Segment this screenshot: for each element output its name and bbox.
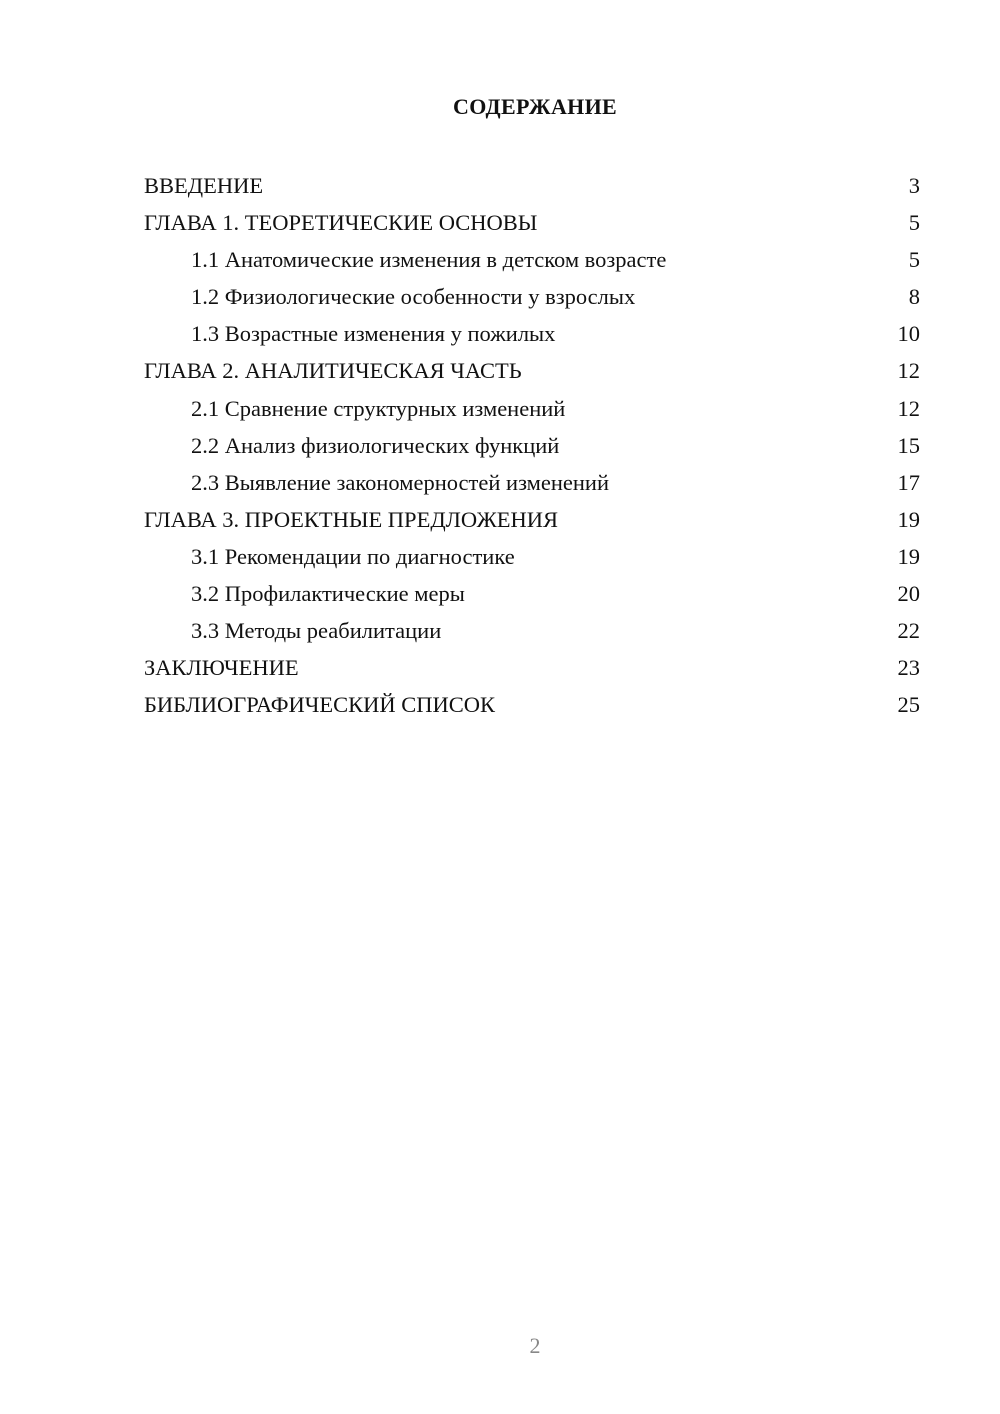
toc-entry-page: 20: [897, 581, 920, 607]
toc-entry-label: 3.2 Профилактические меры: [191, 581, 465, 607]
toc-entry-page: 5: [908, 210, 920, 236]
toc-entry-page: 19: [897, 543, 920, 569]
toc-entry[interactable]: [144, 575, 920, 612]
toc-entry[interactable]: [144, 315, 920, 352]
page-number: 2: [529, 1333, 541, 1358]
toc-entry-page: 22: [897, 618, 920, 644]
toc-entry[interactable]: [144, 686, 920, 723]
toc-entry[interactable]: [144, 390, 920, 427]
toc-entry-label: 1.3 Возрастные изменения у пожилых: [191, 321, 556, 347]
toc-entry-page: 25: [897, 692, 920, 718]
toc-entry-page: 17: [897, 469, 920, 495]
toc-entry-label: БИБЛИОГРАФИЧЕСКИЙ СПИСОК: [144, 692, 496, 718]
toc-entry-label: 2.1 Сравнение структурных изменений: [191, 395, 566, 421]
toc-entry[interactable]: [144, 464, 920, 501]
toc-entry-page: 19: [897, 506, 920, 532]
toc-entry-label: ГЛАВА 1. ТЕОРЕТИЧЕСКИЕ ОСНОВЫ: [144, 210, 538, 236]
toc-entry[interactable]: [144, 204, 920, 241]
toc-entry[interactable]: [144, 427, 920, 464]
toc-entry-label: 2.3 Выявление закономерностей изменений: [191, 469, 610, 495]
toc-entry[interactable]: [144, 501, 920, 538]
table-of-contents: [144, 167, 920, 723]
toc-entry-page: 3: [908, 173, 920, 198]
toc-entry-label: 1.2 Физиологические особенности у взрослых: [191, 284, 636, 310]
toc-entry-page: 12: [897, 358, 920, 384]
toc-entry[interactable]: [144, 538, 920, 575]
toc-entry-page: 8: [908, 284, 920, 310]
toc-entry[interactable]: [144, 649, 920, 686]
toc-entry-label: 3.1 Рекомендации по диагностике: [191, 543, 515, 569]
toc-entry[interactable]: [144, 352, 920, 389]
toc-entry-label: 3.3 Методы реабилитации: [191, 618, 442, 644]
toc-entry[interactable]: [144, 278, 920, 315]
toc-entry[interactable]: [144, 612, 920, 649]
toc-entry-label: ГЛАВА 3. ПРОЕКТНЫЕ ПРЕДЛОЖЕНИЯ: [144, 506, 559, 532]
toc-entry-page: 5: [908, 247, 920, 273]
page-title: СОДЕРЖАНИЕ: [453, 94, 617, 119]
toc-entry[interactable]: [144, 167, 920, 204]
toc-entry-label: 2.2 Анализ физиологических функций: [191, 432, 560, 458]
toc-entry-label: ВВЕДЕНИЕ: [144, 173, 264, 198]
toc-entry-page: 10: [897, 321, 920, 347]
toc-entry-page: 23: [897, 655, 920, 681]
toc-entry-page: 12: [897, 395, 920, 421]
toc-entry-label: 1.1 Анатомические изменения в детском возрасте: [191, 247, 667, 273]
toc-entry[interactable]: [144, 241, 920, 278]
toc-entry-label: ЗАКЛЮЧЕНИЕ: [144, 655, 299, 681]
toc-entry-page: 15: [897, 432, 920, 458]
toc-entry-label: ГЛАВА 2. АНАЛИТИЧЕСКАЯ ЧАСТЬ: [144, 358, 522, 384]
